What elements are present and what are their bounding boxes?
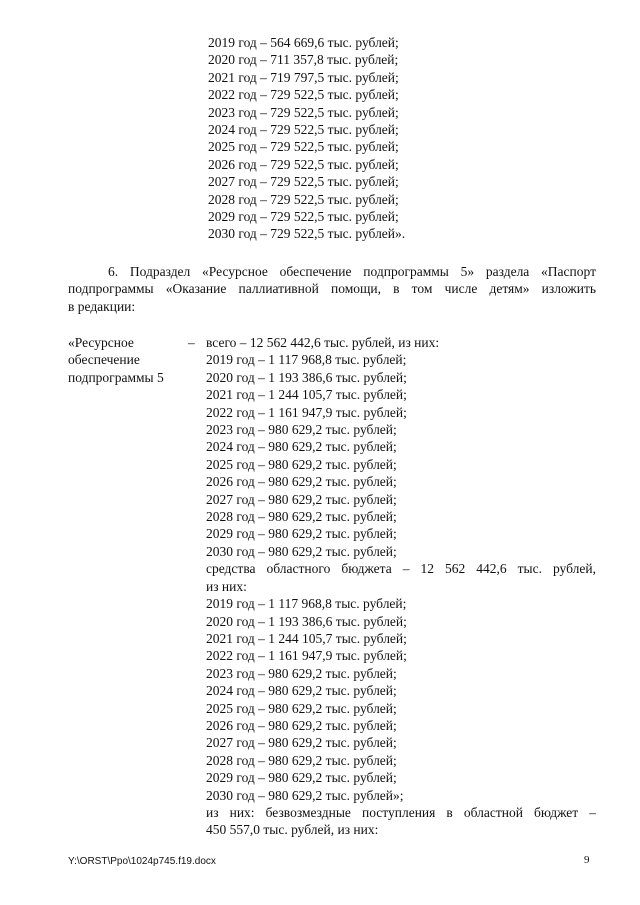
- list-item: 2020 год – 1 193 386,6 тыс. рублей;: [206, 369, 407, 385]
- total-line: всего – 12 562 442,6 тыс. рублей, из них:: [206, 335, 440, 350]
- list-item: 2022 год – 1 161 947,9 тыс. рублей;: [206, 648, 407, 664]
- paragraph-line-1: 6. Подраздел «Ресурсное обеспечение подпрограммы 5» раздела «Паспорт: [108, 264, 596, 279]
- resource-label: [68, 334, 178, 386]
- list-item: 2029 год – 729 522,5 тыс. рублей;: [208, 209, 399, 225]
- regional-budget-line: средства областного бюджета – 12 562 442,6 тыс. рублей,: [206, 561, 596, 577]
- label-line: обеспечение: [68, 352, 140, 368]
- gratuitous-receipts-line: из них: безвозмездные поступления в областной бюджет –: [206, 804, 596, 820]
- label-line: подпрограммы 5: [68, 369, 164, 385]
- list-item: 2027 год – 729 522,5 тыс. рублей;: [208, 174, 399, 190]
- list-item: 2025 год – 980 629,2 тыс. рублей;: [206, 456, 397, 472]
- budget-years-list: [208, 34, 405, 243]
- label-line: «Ресурсное: [68, 335, 134, 350]
- list-item: 2024 год – 980 629,2 тыс. рублей;: [206, 439, 397, 455]
- regional-budget-line-2: из них:: [206, 578, 247, 594]
- list-item: 2027 год – 980 629,2 тыс. рублей;: [206, 735, 397, 751]
- list-item: 2030 год – 980 629,2 тыс. рублей;: [206, 543, 397, 559]
- list-item: 2030 год – 729 522,5 тыс. рублей».: [208, 226, 406, 242]
- list-item: 2028 год – 980 629,2 тыс. рублей;: [206, 509, 397, 525]
- resource-content: [206, 334, 596, 839]
- list-item: 2024 год – 729 522,5 тыс. рублей;: [208, 122, 399, 138]
- list-item: 2030 год – 980 629,2 тыс. рублей»;: [206, 787, 404, 803]
- list-item: 2021 год – 719 797,5 тыс. рублей;: [208, 69, 399, 85]
- list-item: 2025 год – 729 522,5 тыс. рублей;: [208, 139, 399, 155]
- list-item: 2020 год – 711 357,8 тыс. рублей;: [208, 52, 399, 68]
- list-item: 2024 год – 980 629,2 тыс. рублей;: [206, 683, 397, 699]
- label-dash: –: [188, 335, 195, 350]
- list-item: 2020 год – 1 193 386,6 тыс. рублей;: [206, 613, 407, 629]
- paragraph-line-2: подпрограммы «Оказание паллиативной помощи, в том числе детям» изложить: [68, 281, 596, 297]
- footer-file-path: Y:\ORST\Ppo\1024p745.f19.docx: [68, 856, 216, 867]
- paragraph-line-3: в редакции:: [68, 298, 136, 314]
- list-item: 2025 год – 980 629,2 тыс. рублей;: [206, 700, 397, 716]
- list-item: 2023 год – 980 629,2 тыс. рублей;: [206, 422, 397, 438]
- list-item: 2022 год – 729 522,5 тыс. рублей;: [208, 87, 399, 103]
- gratuitous-receipts-line-2: 450 557,0 тыс. рублей, из них:: [206, 822, 379, 838]
- list-item: 2023 год – 729 522,5 тыс. рублей;: [208, 104, 399, 120]
- list-item: 2029 год – 980 629,2 тыс. рублей;: [206, 526, 397, 542]
- list-item: 2021 год – 1 244 105,7 тыс. рублей;: [206, 387, 407, 403]
- list-item: 2019 год – 1 117 968,8 тыс. рублей;: [206, 352, 407, 368]
- list-item: 2021 год – 1 244 105,7 тыс. рублей;: [206, 630, 407, 646]
- list-item: 2026 год – 729 522,5 тыс. рублей;: [208, 156, 399, 172]
- list-item: 2023 год – 980 629,2 тыс. рублей;: [206, 665, 397, 681]
- list-item: 2028 год – 980 629,2 тыс. рублей;: [206, 752, 397, 768]
- footer-page-number: 9: [584, 854, 590, 866]
- list-item: 2019 год – 564 669,6 тыс. рублей;: [208, 35, 399, 50]
- list-item: 2026 год – 980 629,2 тыс. рублей;: [206, 717, 397, 733]
- list-item: 2019 год – 1 117 968,8 тыс. рублей;: [206, 596, 407, 612]
- list-item: 2026 год – 980 629,2 тыс. рублей;: [206, 474, 397, 490]
- list-item: 2029 год – 980 629,2 тыс. рублей;: [206, 770, 397, 786]
- list-item: 2027 год – 980 629,2 тыс. рублей;: [206, 491, 397, 507]
- list-item: 2022 год – 1 161 947,9 тыс. рублей;: [206, 404, 407, 420]
- list-item: 2028 год – 729 522,5 тыс. рублей;: [208, 191, 399, 207]
- section-paragraph: [68, 263, 596, 315]
